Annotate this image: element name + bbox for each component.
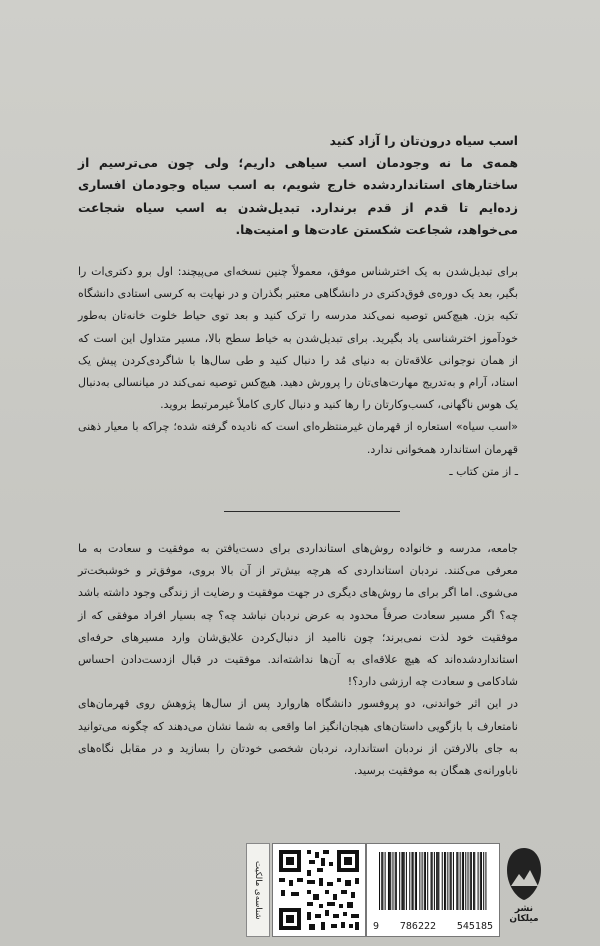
barcode-bar — [467, 852, 468, 910]
barcode-bar — [431, 852, 432, 910]
description-block — [78, 538, 518, 782]
barcode-bar — [395, 852, 396, 910]
excerpt-paragraph-1: برای تبدیل‌شدن به یک اخترشناس موفق، معمولاً چنین نسخه‌ای می‌پیچند: اول برو دکتری‌ات را بگیر، بعد یک دوره‌ی فوق‌دکتری در دانشگاهی معتبر بگذران و در نهایت به کرسی استادی دانشگاه تکیه بزن. هیچ‌کس توصیه نمی‌کند مدرسه را ترک کنید و بعد توی حیاط خلوت خانه‌تان به‌طور خودآموز اخترشناسی یاد بگیرید. برای تبدیل‌شدن به خیاط سطح بالا، مسیر متداول این است که از همان نوجوانی علاقه‌تان به دنیای مُد را دنبال کنید و طی سال‌ها با شاگردی‌کردن پیش یک استاد، آرام و به‌تدریج مهارت‌های‌تان را پرورش دهید. هیچ‌کس توصیه نمی‌کند در میانسالی به‌دنبال یک هوس ناگهانی، کسب‌وکارتان را رها کنید و دنبال کاری کاملاً غیرمرتبط بروید. — [78, 265, 518, 412]
barcode-bar — [379, 852, 380, 910]
publisher-name: نشر میلکان — [509, 904, 539, 924]
publisher-logo — [505, 846, 543, 926]
barcode-bar — [432, 852, 433, 910]
barcode-bar — [385, 852, 386, 910]
barcode-bar — [442, 852, 443, 910]
qr-code — [272, 843, 366, 937]
isbn-digit-lead: 9 — [373, 921, 380, 932]
barcode-bar — [396, 852, 397, 910]
barcode-bar — [436, 852, 437, 910]
isbn-barcode — [366, 843, 500, 937]
barcode-bar — [389, 852, 390, 910]
barcode-bar — [447, 852, 448, 910]
barcode-bar — [382, 852, 383, 910]
barcode-bar — [399, 852, 400, 910]
isbn-digits — [367, 921, 499, 932]
barcode-bar — [411, 852, 412, 910]
barcode-bar — [409, 852, 410, 910]
barcode-bar — [422, 852, 423, 910]
barcode-bar — [388, 852, 389, 910]
barcode-bar — [406, 852, 407, 910]
headline-title: اسب سیاه درون‌تان را آزاد کنید — [329, 134, 518, 148]
barcode-bar — [419, 852, 420, 910]
barcode-bar — [456, 852, 457, 910]
barcode-bar — [478, 852, 479, 910]
barcode-bar — [390, 852, 391, 910]
barcode-bar — [413, 852, 414, 910]
barcode-bar — [460, 852, 461, 910]
excerpt-source: ـ از متن کتاب ـ — [449, 464, 518, 478]
barcode-bar — [470, 852, 471, 910]
barcode-bar — [425, 852, 426, 910]
barcode-bar — [457, 852, 458, 910]
barcode-bar — [415, 852, 416, 910]
ownership-tag: شناسه‌ی مالکیت — [246, 843, 270, 937]
excerpt-paragraph-2: «اسب سیاه» استعاره از قهرمان غیرمنتظره‌ای است که نادیده گرفته شده؛ چراکه با معیار ذهنی قهرمان استاندارد همخوانی ندارد. — [78, 420, 518, 456]
barcode-bar — [444, 852, 445, 910]
barcode-bar — [401, 852, 402, 910]
barcode-bar — [462, 852, 463, 910]
barcode-bar — [481, 852, 482, 910]
description-paragraph-2: در این اثر خواندنی، دو پروفسور دانشگاه هاروارد پس از سال‌ها پژوهش روی قهرمان‌های نامتعارف با بازگویی داستان‌های هیجان‌انگیز اما واقعی به شما نشان می‌دهند که چگونه می‌توانید به جای بالارفتن از نردبان استاندارد، نردبان شخصی خودتان را بسازید و در مقابل نگاه‌های ناباورانه‌ی همگان به موفقیت برسید. — [78, 697, 518, 778]
mountain-logo-icon — [505, 846, 543, 902]
excerpt-block — [78, 261, 518, 483]
headline-block — [78, 130, 518, 241]
barcode-bar — [424, 852, 425, 910]
barcode-bar — [471, 852, 472, 910]
barcode-bar — [451, 852, 452, 910]
headline-text: همه‌ی ما نه وجودمان اسب سیاهی داریم؛ ولی چون می‌ترسیم از ساختارهای استانداردشده خارج شویم، به اسب سیاه وجودمان افساری زده‌ایم تا قدم از قدم برندارد. تبدیل‌شدن به اسب سیاه شجاعت می‌خواهد، شجاعت شکستن عادت‌ها و امنیت‌ها. — [78, 156, 518, 237]
barcode-bar — [381, 852, 382, 910]
barcode-bar — [445, 852, 446, 910]
barcode-bar — [437, 852, 438, 910]
section-divider — [224, 511, 400, 512]
barcode-bar — [404, 852, 405, 910]
description-paragraph-1: جامعه، مدرسه و خانواده روش‌های استانداردی برای دست‌یافتن به موفقیت و سعادت به ما معرفی می‌کنند. نردبان استانداردی که هرچه بیش‌تر از آن بالا بروی، موفق‌تر و خوشبخت‌تر می‌شوی. اما اگر برای ما روش‌های دیگری در جهت موفقیت و رضایت از زندگی وجود داشته باشد چه؟ اگر مسیر سعادت صرفاً محدود به عرض نردبان نباشد چه؟ چه بسیار افراد موفقی که از موفقیت خود لذت نمی‌برند؛ چون ناامید از دنبال‌کردن علایق‌شان وارد مسیرهای حرفه‌ای استانداردشده‌اند که هیچ علاقه‌ای به آن‌ها نداشته‌اند. موفقیت در قبال ازدست‌دادن احساس شادکامی و سعادت چه ارزشی دارد؟! — [78, 542, 518, 689]
barcode-bar — [473, 852, 474, 910]
barcode-bar — [427, 852, 428, 910]
barcode-bar — [453, 852, 454, 910]
barcode-bar — [434, 852, 435, 910]
barcode-bar — [465, 852, 466, 910]
barcode-bar — [450, 852, 451, 910]
barcode-bars — [367, 844, 499, 916]
barcode-bar — [392, 852, 393, 910]
barcode-bar — [463, 852, 464, 910]
barcode-bar — [438, 852, 439, 910]
barcode-bar — [485, 852, 486, 910]
isbn-digit-group-2: 545185 — [456, 921, 493, 932]
isbn-digit-group-1: 786222 — [399, 921, 437, 932]
barcode-bar — [474, 852, 475, 910]
barcode-bar — [416, 852, 417, 910]
barcode-bar — [483, 852, 484, 910]
barcode-bar — [480, 852, 481, 910]
barcode-bar — [403, 852, 404, 910]
